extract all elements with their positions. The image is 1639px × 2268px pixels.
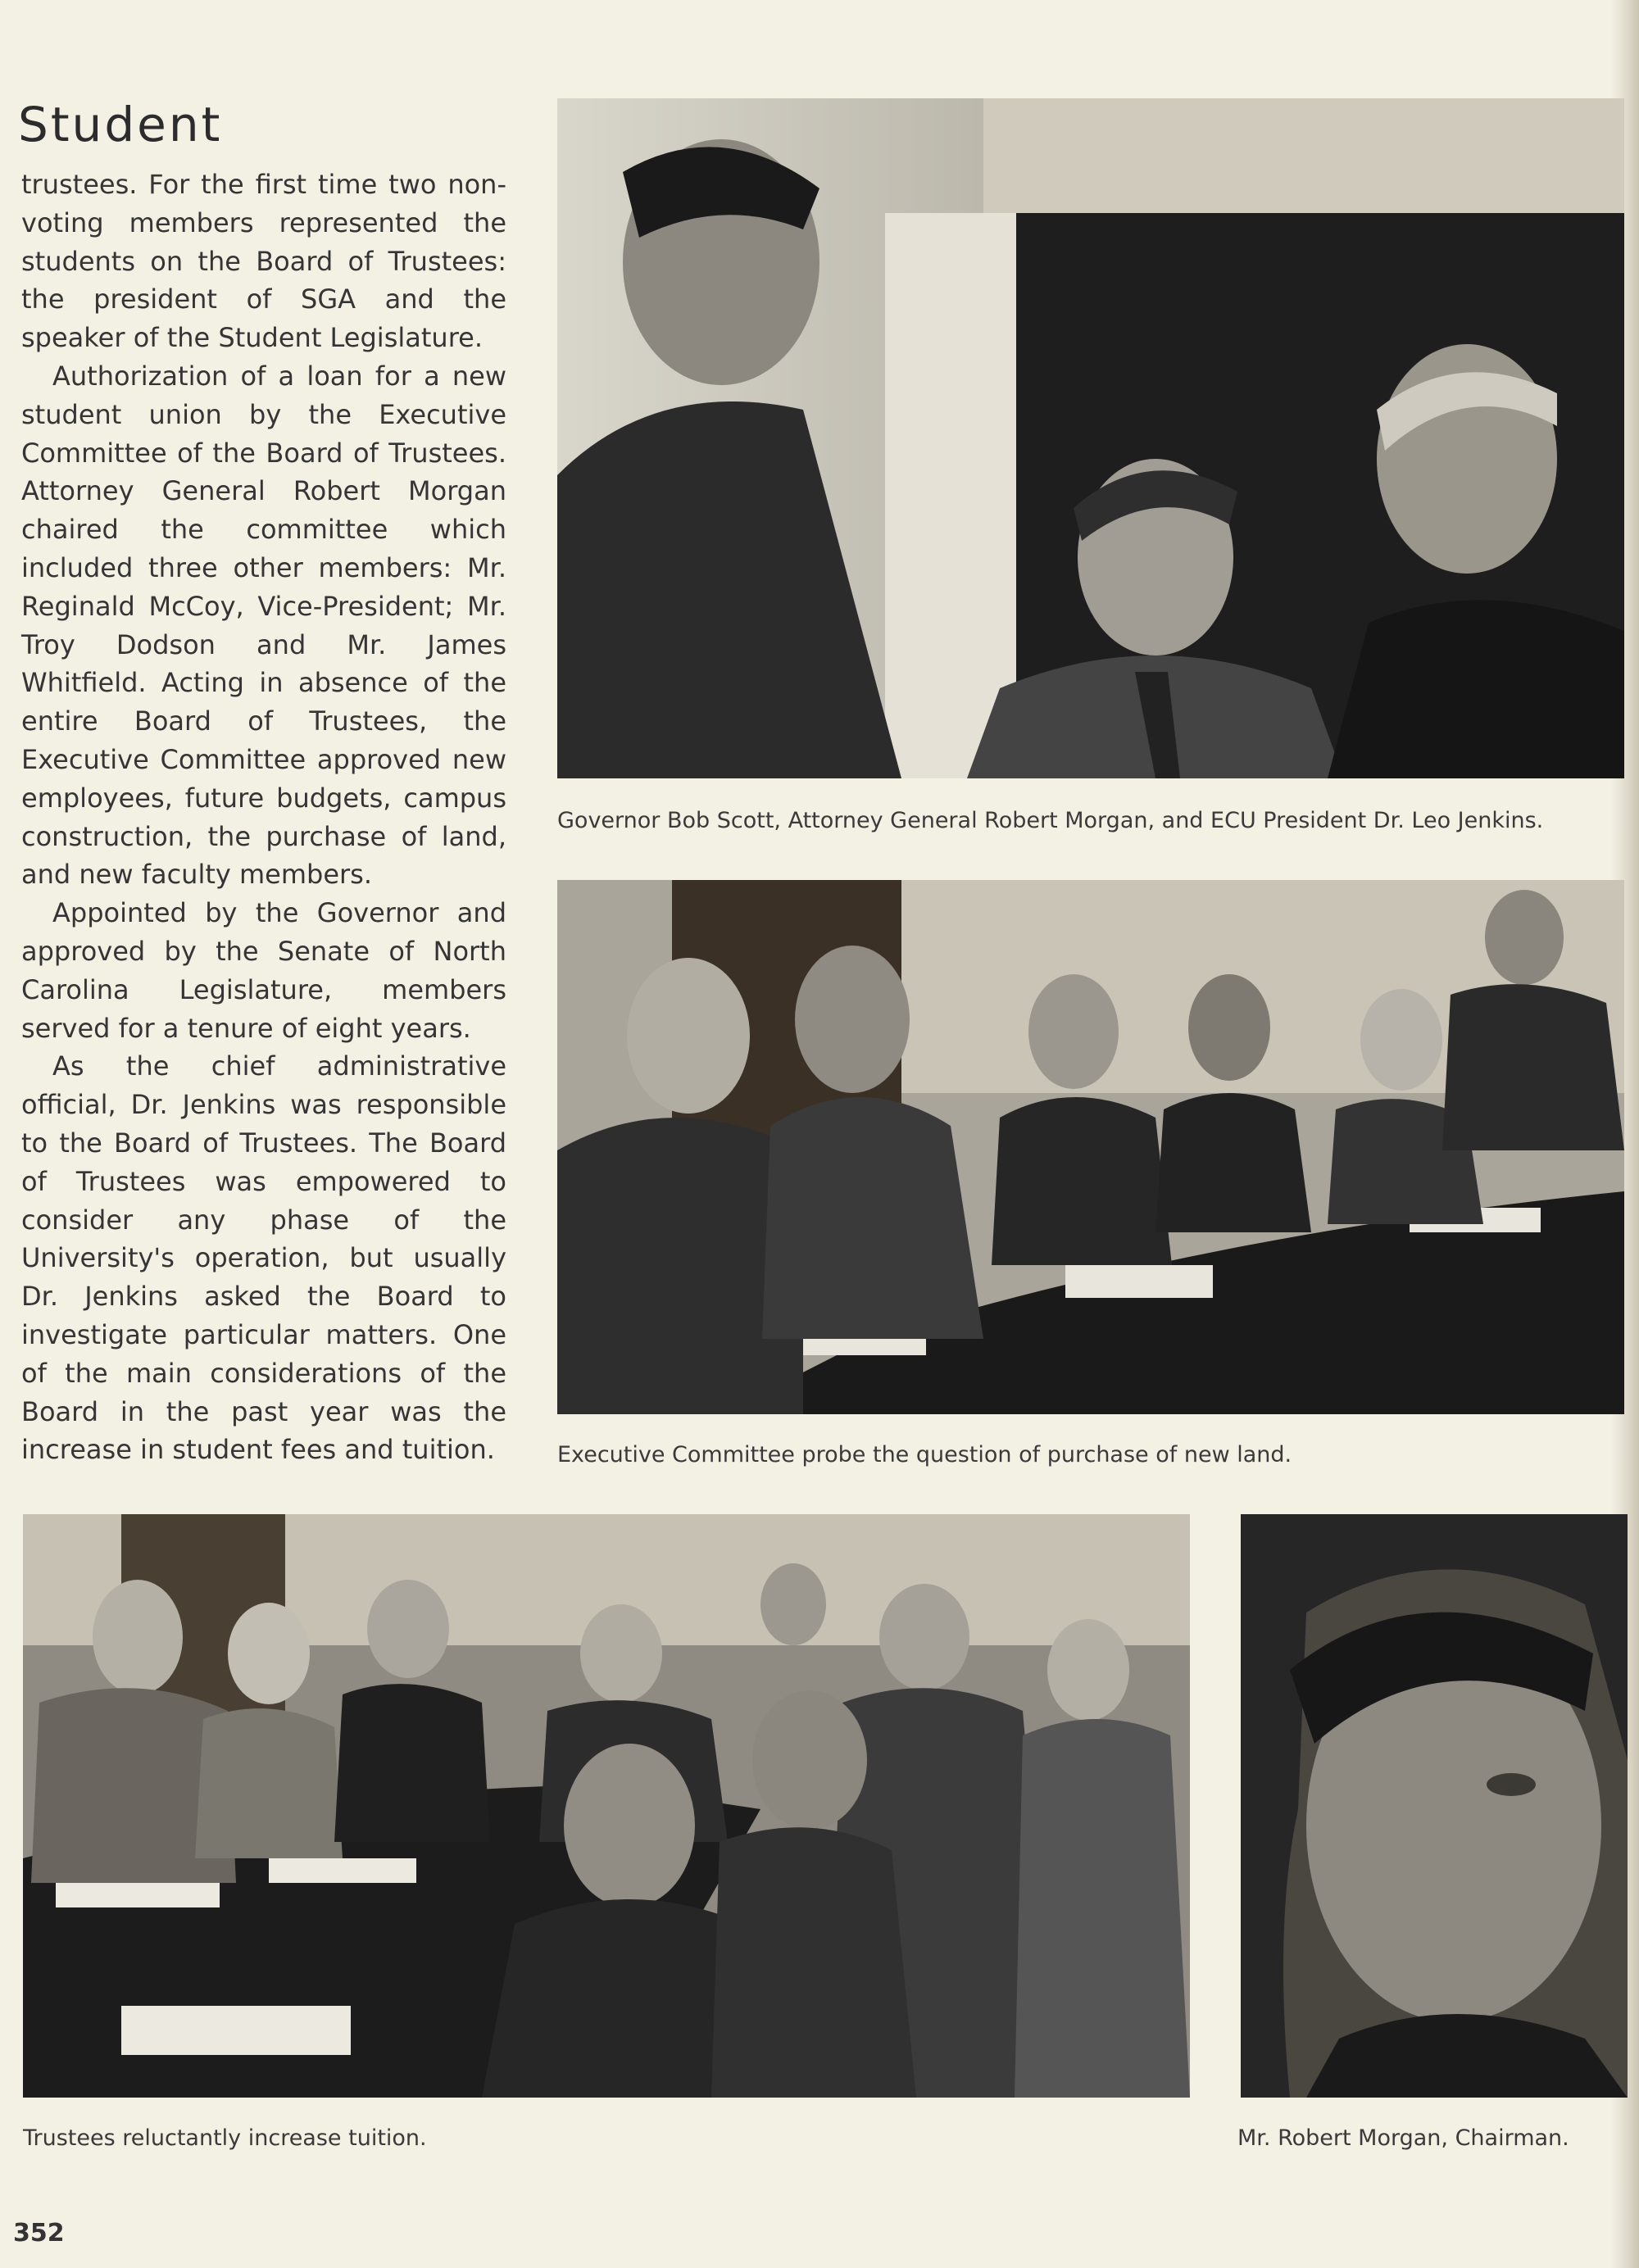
photo-top-image	[557, 98, 1624, 778]
section-heading: Student	[18, 97, 223, 152]
photo-bottom-left	[23, 1514, 1190, 2098]
paragraph: Appointed by the Governor and approved by the Senate of North Carolina Legislature, members served for a tenure of eight years.	[21, 897, 506, 1044]
photo-bottom-left-image	[23, 1514, 1190, 2098]
photo-middle	[557, 880, 1624, 1414]
paragraph: trustees. For the first time two non-voting members represented the students on the Board of Trustees: the president of SGA and the speaker of the Student Legislature.	[21, 169, 506, 354]
photo-bottom-right-image	[1241, 1514, 1628, 2098]
page-number: 352	[13, 2219, 65, 2248]
caption-photo-middle: Executive Committee probe the question of purchase of new land.	[557, 1442, 1292, 1467]
paragraph: As the chief administrative official, Dr. Jenkins was responsible to the Board of Trustees. The Board of Trustees was empowered to consider any phase of the University's operation, but usually Dr. Jenkins asked the Board to investigate particular matters. One of the main considerations of the Board in the past year was the increase in student fees and tuition.	[21, 1050, 506, 1466]
paragraph: Authorization of a loan for a new student union by the Executive Committee of the Board of Trustees. Attorney General Robert Morgan chaired the committee which included three other members: Mr. Reginald McCoy, Vice-President; Mr. Troy Dodson and Mr. James Whitfield. Acting in absence of the entire Board of Trustees, the Executive Committee approved new employees, future budgets, campus construction, the purchase of land, and new faculty members.	[21, 360, 506, 891]
caption-photo-bottom-left: Trustees reluctantly increase tuition.	[23, 2125, 427, 2151]
article-body	[21, 166, 506, 1469]
caption-photo-bottom-right: Mr. Robert Morgan, Chairman.	[1237, 2125, 1569, 2151]
caption-photo-top: Governor Bob Scott, Attorney General Robert Morgan, and ECU President Dr. Leo Jenkins.	[557, 808, 1544, 833]
photo-bottom-right	[1241, 1514, 1628, 2098]
photo-top	[557, 98, 1624, 778]
photo-middle-image	[557, 880, 1624, 1414]
